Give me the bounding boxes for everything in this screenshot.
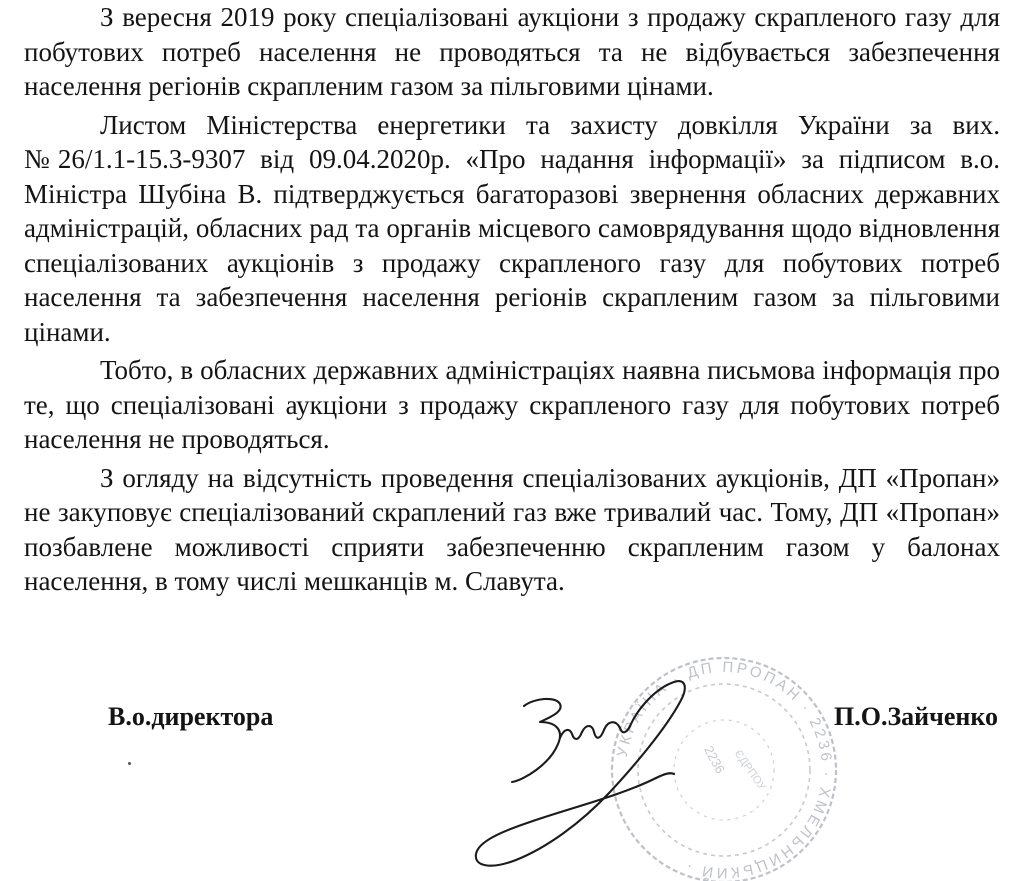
svg-text:УКРАЇНА · ДП ПРОПАН · 2236 · Х: УКРАЇНА · ДП ПРОПАН · 2236 · ХМЕЛЬНИЦЬКИЙ · [613, 658, 836, 881]
paragraph-auctions-stopped: З вересня 2019 року спеціалізовані аукціони з продажу скрапленого газу для побутових потреб населення не проводяться та не відбувається забезпечення населення регіонів скрапленим газом за пільговими цінами. [24, 2, 1000, 101]
letter-body [24, 0, 1000, 599]
paragraph-propan-conclusion: З огляду на відсутність проведення спеціалізованих аукціонів, ДП «Пропан» не закуповує спеціалізований скраплений газ вже тривалий час. Тому, ДП «Пропан» позбавлене можливості сприяти забезпеченню скрапленим газом у балонах населення, в тому числі мешканців м. Славута. [24, 462, 1000, 596]
signatory-name: П.О.Зайченко [834, 702, 998, 731]
svg-text:2236: 2236 [701, 743, 728, 776]
svg-text:ЄДРПОУ: ЄДРПОУ [731, 747, 768, 793]
handwritten-signature [460, 668, 710, 878]
signatory-role: В.о.директора [108, 702, 274, 731]
paragraph-administrations-informed: Тобто, в обласних державних адміністраціях наявна письмова інформація про те, що спеціалізовані аукціони з продажу скрапленого газу для побутових потреб населення не проводяться. [24, 355, 1000, 454]
paragraph-ministry-letter: Листом Міністерства енергетики та захисту довкілля України за вих. №26/1.1-15.3-9307 від 09.04.2020р. «Про надання інформації» за підписом в.о. Міністра Шубіна В. підтверджується багаторазові звернення обласних державних адміністрацій, обласних рад та органів місцевого самоврядування щодо відновлення спеціалізованих аукціонів з продажу скрапленого газу для побутових потреб населення та забезпечення населення регіонів скрапленим газом за пільговими цінами. [24, 109, 1000, 347]
scan-speck [128, 762, 131, 765]
